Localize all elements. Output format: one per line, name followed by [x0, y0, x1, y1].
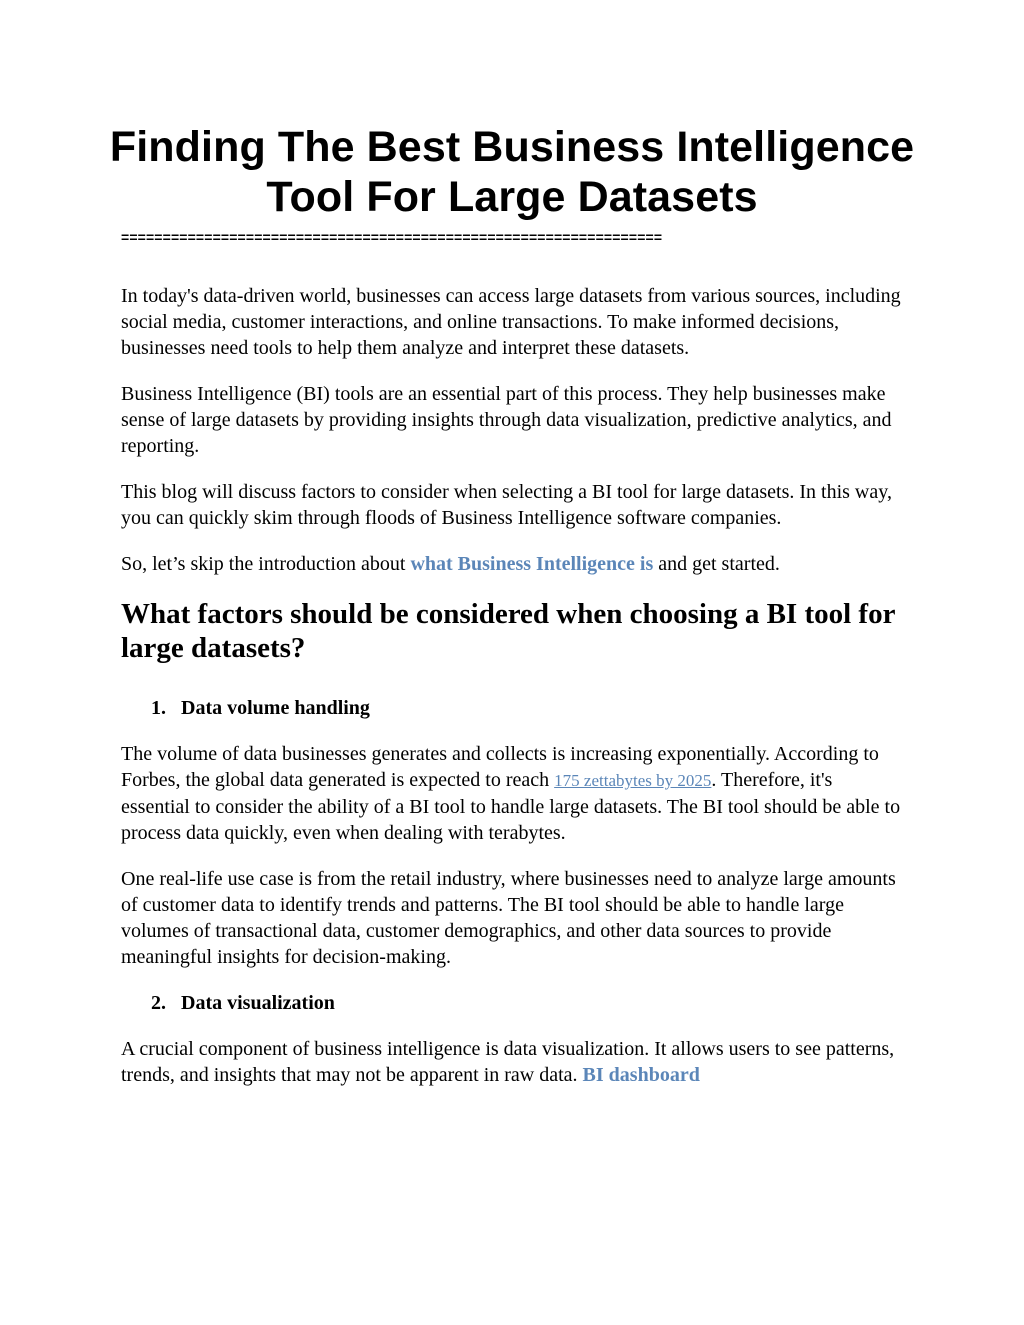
- intro-4-text-after: and get started.: [653, 553, 780, 575]
- intro-4-text-before: So, let’s skip the introduction about: [121, 553, 411, 575]
- factor-1-paragraph-1: [121, 741, 906, 846]
- factor-1-text-before: The volume of data businesses generates and collects is increasing exponentially. According to Forbes, the global data generated is expected to reach: [121, 743, 879, 791]
- intro-paragraph-2: Business Intelligence (BI) tools are an essential part of this process. They help businesses make sense of large datasets by providing insights through data visualization, predictive analytics, and reporting.: [121, 383, 892, 457]
- factor-2-heading: [121, 990, 906, 1016]
- bi-dashboard-link[interactable]: BI dashboard: [582, 1064, 700, 1086]
- section-heading: What factors should be considered when choosing a BI tool for large datasets?: [121, 598, 895, 664]
- factor-2-paragraph-1: [121, 1036, 906, 1088]
- factor-1-title: Data volume handling: [181, 697, 370, 719]
- factor-1-number: 1.: [151, 697, 166, 719]
- page-title: Finding The Best Business Intelligence Tool For Large Datasets: [109, 123, 915, 221]
- factor-2-text-before: A crucial component of business intelligence is data visualization. It allows users to see patterns, trends, and insights that may not be apparent in raw data.: [121, 1038, 895, 1086]
- title-divider: =================================================================: [121, 229, 663, 245]
- zettabytes-link[interactable]: 175 zettabytes by 2025: [554, 771, 712, 790]
- factor-2-title: Data visualization: [181, 992, 335, 1014]
- factor-1-text-after: . Therefore, it's essential to consider the ability of a BI tool to handle large datasets. The BI tool should be able to process data quickly, even when dealing with terabytes.: [121, 769, 901, 844]
- article-body: [121, 283, 906, 1108]
- factor-1-heading: [121, 695, 906, 721]
- factor-1-paragraph-2: One real-life use case is from the retail industry, where businesses need to analyze large amounts of customer data to identify trends and patterns. The BI tool should be able to handle large volumes of transactional data, customer demographics, and other data sources to provide meaningful insights for decision-making.: [121, 868, 896, 968]
- intro-paragraph-4: [121, 551, 906, 577]
- intro-paragraph-3: This blog will discuss factors to consider when selecting a BI tool for large datasets. In this way, you can quickly skim through floods of Business Intelligence software companies.: [121, 481, 892, 529]
- what-is-bi-link[interactable]: what Business Intelligence is: [410, 553, 654, 575]
- intro-paragraph-1: In today's data-driven world, businesses can access large datasets from various sources, including social media, customer interactions, and online transactions. To make informed decisions, businesses need tools to help them analyze and interpret these datasets.: [121, 285, 901, 359]
- factor-2-number: 2.: [151, 992, 166, 1014]
